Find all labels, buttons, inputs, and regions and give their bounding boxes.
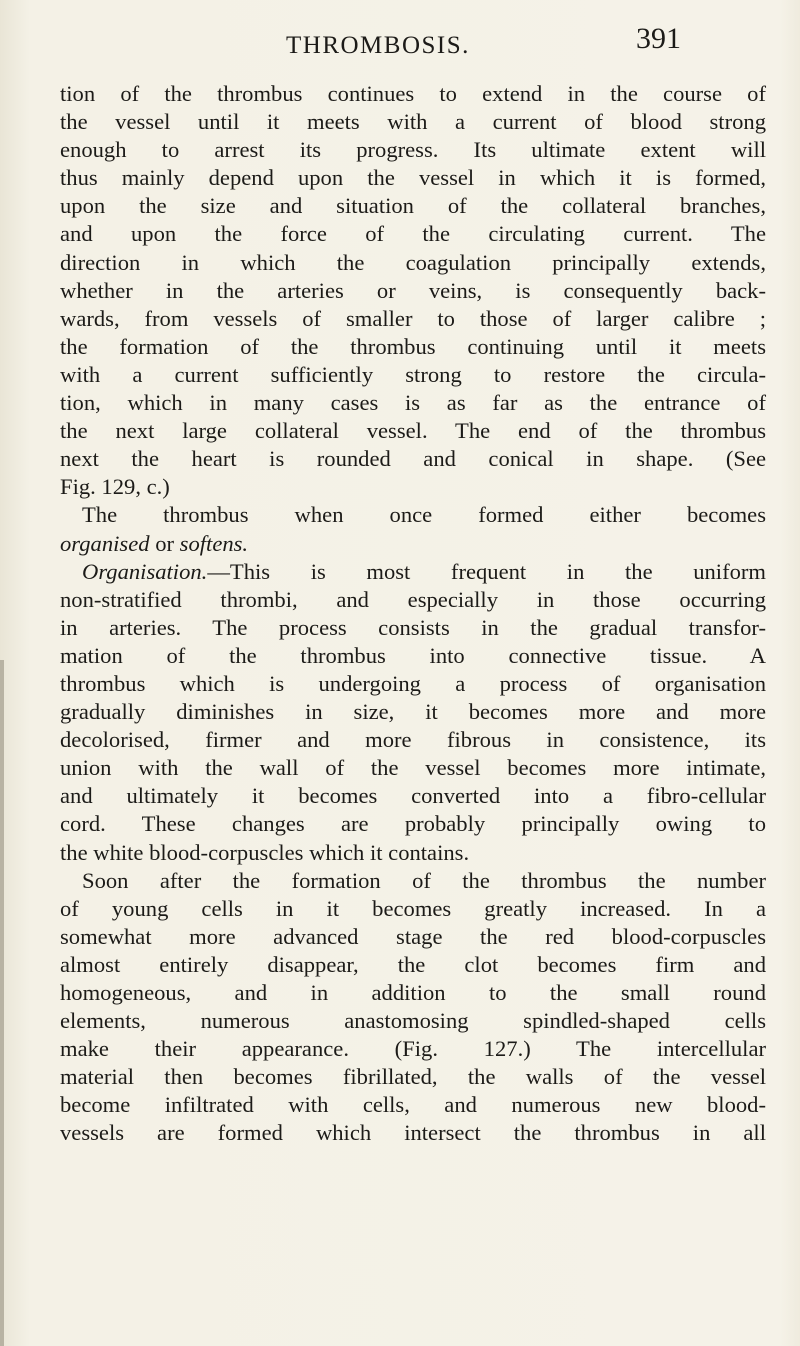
text-line: vessels are formed which intersect the thrombus in all — [60, 1120, 766, 1146]
text-line: and ultimately it becomes converted into a fibro-cellular — [60, 783, 766, 809]
running-title: THROMBOSIS. — [286, 32, 470, 59]
running-head — [0, 22, 800, 62]
text-line: whether in the arteries or veins, is consequently back- — [60, 277, 766, 303]
italic-term: softens. — [179, 530, 249, 556]
text-line: decolorised, firmer and more fibrous in consistence, its — [60, 727, 766, 753]
text-line: wards, from vessels of smaller to those of larger calibre ; — [60, 305, 766, 331]
page-edge-shadow — [0, 660, 4, 1346]
text-line: direction in which the coagulation principally extends, — [60, 249, 766, 275]
text-line: the white blood-corpuscles which it contains. — [60, 839, 470, 865]
text-line: almost entirely disappear, the clot becomes firm and — [60, 951, 766, 977]
page-number: 391 — [636, 22, 681, 55]
text-line: and upon the force of the circulating current. The — [60, 221, 766, 247]
body-text — [60, 80, 766, 1148]
text-line: thrombus which is undergoing a process of organisation — [60, 670, 766, 696]
section-heading: Organisation. — [82, 558, 208, 584]
text-line: in arteries. The process consists in the gradual transfor- — [60, 614, 766, 640]
text-line: next the heart is rounded and conical in shape. (See — [60, 446, 766, 472]
text-line: tion, which in many cases is as far as the entrance of — [60, 390, 766, 416]
text-line: somewhat more advanced stage the red blood-corpuscles — [60, 923, 766, 949]
text-line: enough to arrest its progress. Its ultimate extent will — [60, 137, 766, 163]
text-line: non-stratified thrombi, and especially in those occurring — [60, 586, 766, 612]
text-line: thus mainly depend upon the vessel in which it is formed, — [60, 165, 766, 191]
text-line — [60, 558, 766, 586]
text-line: become infiltrated with cells, and numerous new blood- — [60, 1092, 766, 1118]
text-line: The thrombus when once formed either becomes — [82, 502, 766, 528]
text-line: material then becomes fibrillated, the walls of the vessel — [60, 1064, 766, 1090]
text-line: union with the wall of the vessel becomes more intimate, — [60, 755, 766, 781]
text-fragment: or — [149, 530, 180, 556]
text-line: of young cells in it becomes greatly increased. In a — [60, 895, 766, 921]
text-line: the vessel until it meets with a current of blood strong — [60, 109, 766, 135]
text-line: elements, numerous anastomosing spindled-shaped cells — [60, 1008, 766, 1034]
text-line: Fig. 129, c.) — [60, 474, 170, 500]
text-line: Soon after the formation of the thrombus the number — [82, 867, 766, 893]
text-line: upon the size and situation of the collateral branches, — [60, 193, 766, 219]
text-line: cord. These changes are probably principally owing to — [60, 811, 766, 837]
text-line: mation of the thrombus into connective tissue. A — [60, 642, 766, 668]
text-line: gradually diminishes in size, it becomes more and more — [60, 699, 766, 725]
text-line — [60, 530, 766, 558]
text-line: make their appearance. (Fig. 127.) The intercellular — [60, 1036, 766, 1062]
text-fragment: —This is most frequent in the uniform — [207, 558, 766, 584]
text-line: homogeneous, and in addition to the small round — [60, 980, 766, 1005]
italic-term: organised — [60, 530, 150, 556]
text-line: tion of the thrombus continues to extend in the course of — [60, 81, 766, 106]
text-line: the formation of the thrombus continuing until it meets — [60, 333, 766, 359]
text-line: the next large collateral vessel. The end of the thrombus — [60, 418, 766, 444]
text-line: with a current sufficiently strong to restore the circula- — [60, 361, 766, 387]
